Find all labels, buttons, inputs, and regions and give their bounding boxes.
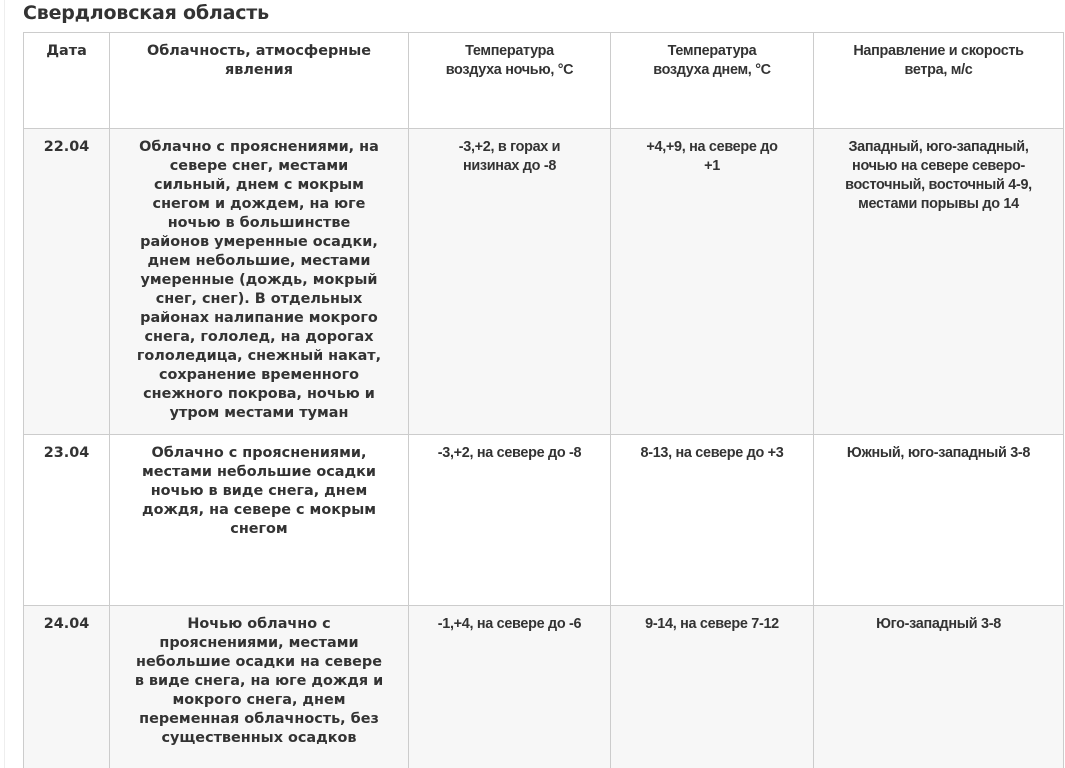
forecast-table [23, 32, 1064, 768]
cell-wind: Западный, юго-западный, ночью на севере северо-восточный, восточный 4-9, местами порывы до 14 [814, 129, 1064, 435]
region-title: Свердловская область [23, 2, 269, 24]
cell-night-temperature: -3,+2, на севере до -8 [409, 435, 611, 606]
cell-date: 24.04 [24, 606, 110, 768]
header-wind: Направление и скорость ветра, м/с [814, 33, 1064, 129]
table-header-row [24, 33, 1064, 129]
cell-day-temperature: 9-14, на севере 7-12 [611, 606, 814, 768]
cell-wind: Южный, юго-западный 3-8 [814, 435, 1064, 606]
cell-night-temperature: -3,+2, в горах и низинах до -8 [409, 129, 611, 435]
header-cloudiness: Облачность, атмосферные явления [110, 33, 409, 129]
cell-date: 22.04 [24, 129, 110, 435]
cell-day-temperature: +4,+9, на севере до +1 [611, 129, 814, 435]
cell-cloudiness: Ночью облачно с прояснениями, местами небольшие осадки на севере в виде снега, на юге дождя и мокрого снега, днем переменная облачность, без существенных осадков [110, 606, 409, 768]
header-day-temperature: Температура воздуха днем, °С [611, 33, 814, 129]
cell-night-temperature: -1,+4, на севере до -6 [409, 606, 611, 768]
cell-wind: Юго-западный 3-8 [814, 606, 1064, 768]
page-left-rule [4, 0, 5, 768]
cell-date: 23.04 [24, 435, 110, 606]
header-night-temperature: Температура воздуха ночью, °С [409, 33, 611, 129]
table-row [24, 606, 1064, 768]
table-row [24, 129, 1064, 435]
cell-day-temperature: 8-13, на севере до +3 [611, 435, 814, 606]
cell-cloudiness: Облачно с прояснениями, местами небольшие осадки ночью в виде снега, днем дождя, на севере с мокрым снегом [110, 435, 409, 606]
header-date: Дата [24, 33, 110, 129]
cell-cloudiness: Облачно с прояснениями, на севере снег, местами сильный, днем с мокрым снегом и дождем, на юге ночью в большинстве районов умеренные осадки, днем небольшие, местами умеренные (дождь, мокрый снег, снег). В отдельных районах налипание мокрого снега, гололед, на дорогах гололедица, снежный накат, сохранение временного снежного покрова, ночью и утром местами туман [110, 129, 409, 435]
table-row [24, 435, 1064, 606]
